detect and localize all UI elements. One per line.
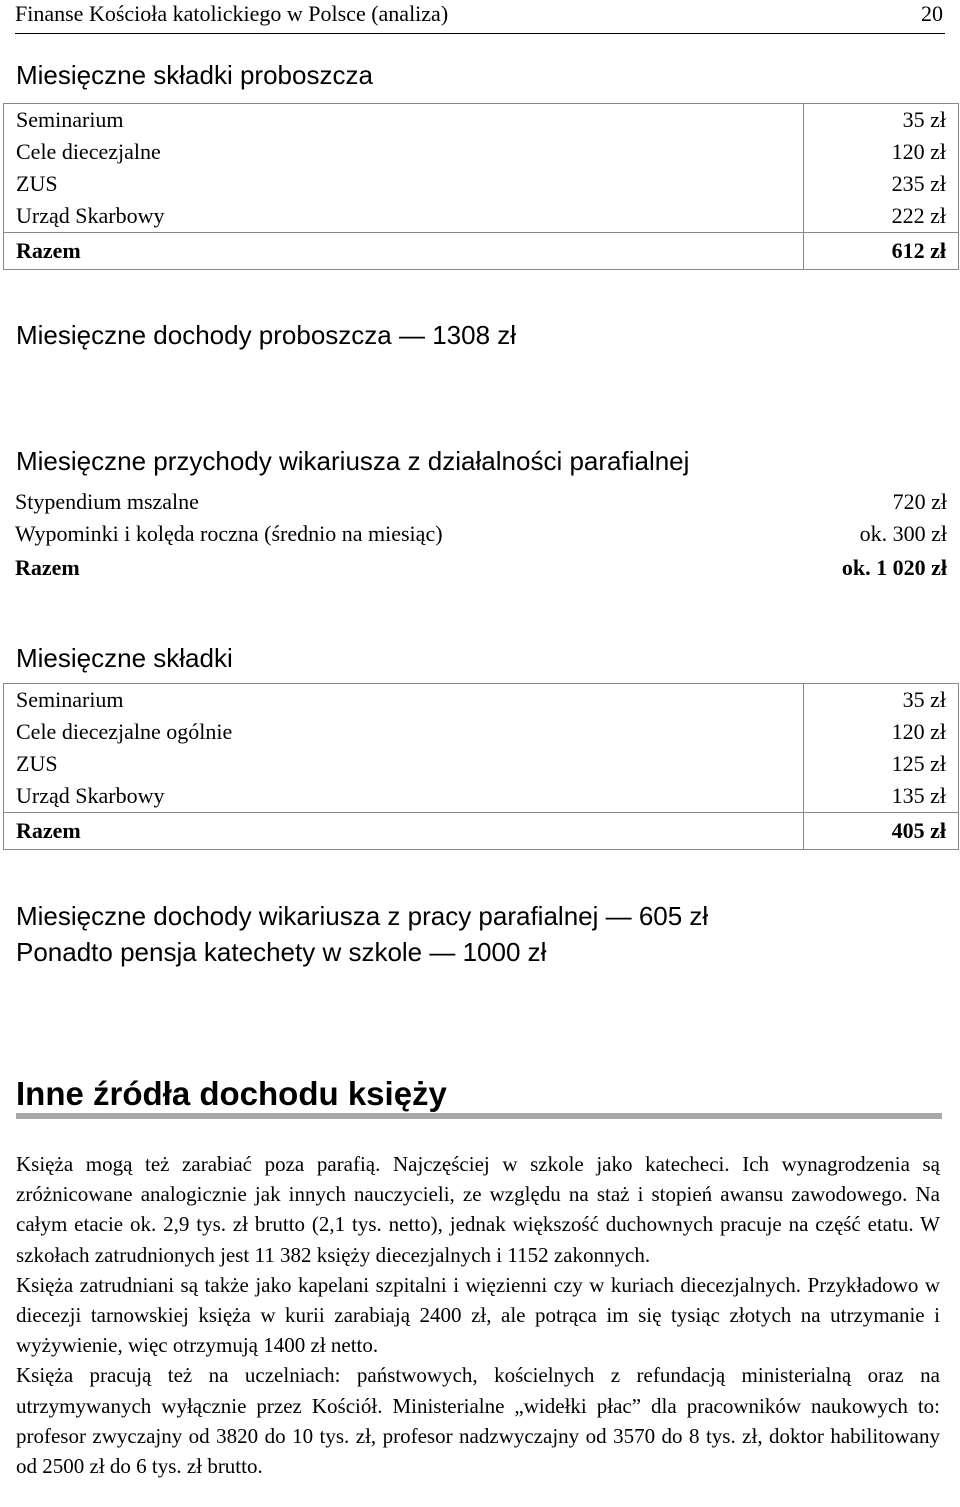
paragraph: Księża mogą też zarabiać poza parafią. Najczęściej w szkole jako katecheci. Ich wynagrodzenia są zróżnicowane analogicznie jak innych nauczycieli, ze względu na staż i stopień awansu zawodowego. Na całym etacie ok. 2,9 tys. zł brutto (2,1 tys. netto), jednak większość duchownych pracuje na część etatu. W szkołach zatrudnionych jest 11 382 księży diecezjalnych i 1152 zakonnych. [16, 1152, 940, 1267]
row-value: 135 zł [891, 783, 946, 808]
total-value: 405 zł [891, 818, 946, 843]
row-label: Cele diecezjalne [16, 139, 161, 164]
row-value: 35 zł [902, 687, 946, 712]
row-label: ZUS [16, 751, 58, 776]
row-value: ok. 300 zł [859, 521, 947, 546]
row-label: Seminarium [16, 687, 124, 712]
table-total-row [4, 233, 959, 270]
inne-zrodla-title: Inne źródła dochodu księży [16, 1075, 447, 1112]
wikariusz-przychody-table [3, 486, 959, 586]
row-label: Wypominki i kolęda roczna (średnio na miesiąc) [15, 521, 443, 546]
row-value: 35 zł [902, 107, 946, 132]
row-value: 120 zł [891, 719, 946, 744]
total-value: ok. 1 020 zł [841, 555, 947, 580]
total-label: Razem [16, 238, 81, 263]
table-row [3, 486, 959, 586]
row-label: Urząd Skarbowy [16, 203, 165, 228]
row-value: 222 zł [891, 203, 946, 228]
proboszcz-skladki-table [3, 103, 959, 270]
row-label: Stypendium mszalne [15, 489, 199, 514]
table-total-row [4, 813, 959, 850]
title-underline [16, 1113, 942, 1119]
row-label: ZUS [16, 171, 58, 196]
total-value: 612 zł [891, 238, 946, 263]
paragraph: Księża zatrudniani są także jako kapelani szpitalni i więzienni czy w kuriach diecezjalnych. Przykładowo w diecezji tarnowskiej księża w kurii zarabiają 2400 zł, ale potrąca im się tysiąc złotych na utrzymanie i wyżywienie, więc otrzymują 1400 zł netto. [16, 1272, 940, 1358]
wikariusz-skladki-table [3, 683, 959, 850]
katecheta-pensja-line: Ponadto pensja katechety w szkole — 1000 zł [16, 937, 547, 967]
wikariusz-skladki-heading: Miesięczne składki [16, 643, 233, 673]
total-label: Razem [16, 818, 81, 843]
wikariusz-przychody-heading: Miesięczne przychody wikariusza z działalności parafialnej [16, 446, 690, 476]
row-value: 720 zł [892, 489, 947, 514]
proboszcz-dochody-line: Miesięczne dochody proboszcza — 1308 zł [16, 320, 517, 350]
table-row [4, 104, 959, 233]
page-number: 20 [921, 1, 943, 26]
total-label: Razem [15, 555, 80, 580]
row-label: Seminarium [16, 107, 124, 132]
table-row [4, 684, 959, 813]
row-value: 120 zł [891, 139, 946, 164]
row-value: 125 zł [891, 751, 946, 776]
paragraph: Księża pracują też na uczelniach: państwowych, kościelnych z refundacją ministerialną oraz na utrzymywanych wyłącznie przez Kościół. Ministerialne „widełki płac” dla pracowników naukowych to: profesor zwyczajny od 3820 do 10 tys. zł, profesor nadzwyczajny od 3570 do 8 tys. zł, doktor habilitowany od 2500 zł do 6 tys. zł brutto. [16, 1363, 940, 1479]
wikariusz-dochody-line: Miesięczne dochody wikariusza z pracy parafialnej — 605 zł [16, 901, 709, 931]
row-label: Urząd Skarbowy [16, 783, 165, 808]
proboszcz-skladki-heading: Miesięczne składki proboszcza [16, 60, 373, 90]
inne-zrodla-body [16, 1149, 940, 1481]
row-label: Cele diecezjalne ogólnie [16, 719, 233, 744]
page-header [15, 0, 945, 34]
header-title: Finanse Kościoła katolickiego w Polsce (analiza) [15, 1, 449, 26]
row-value: 235 zł [891, 171, 946, 196]
